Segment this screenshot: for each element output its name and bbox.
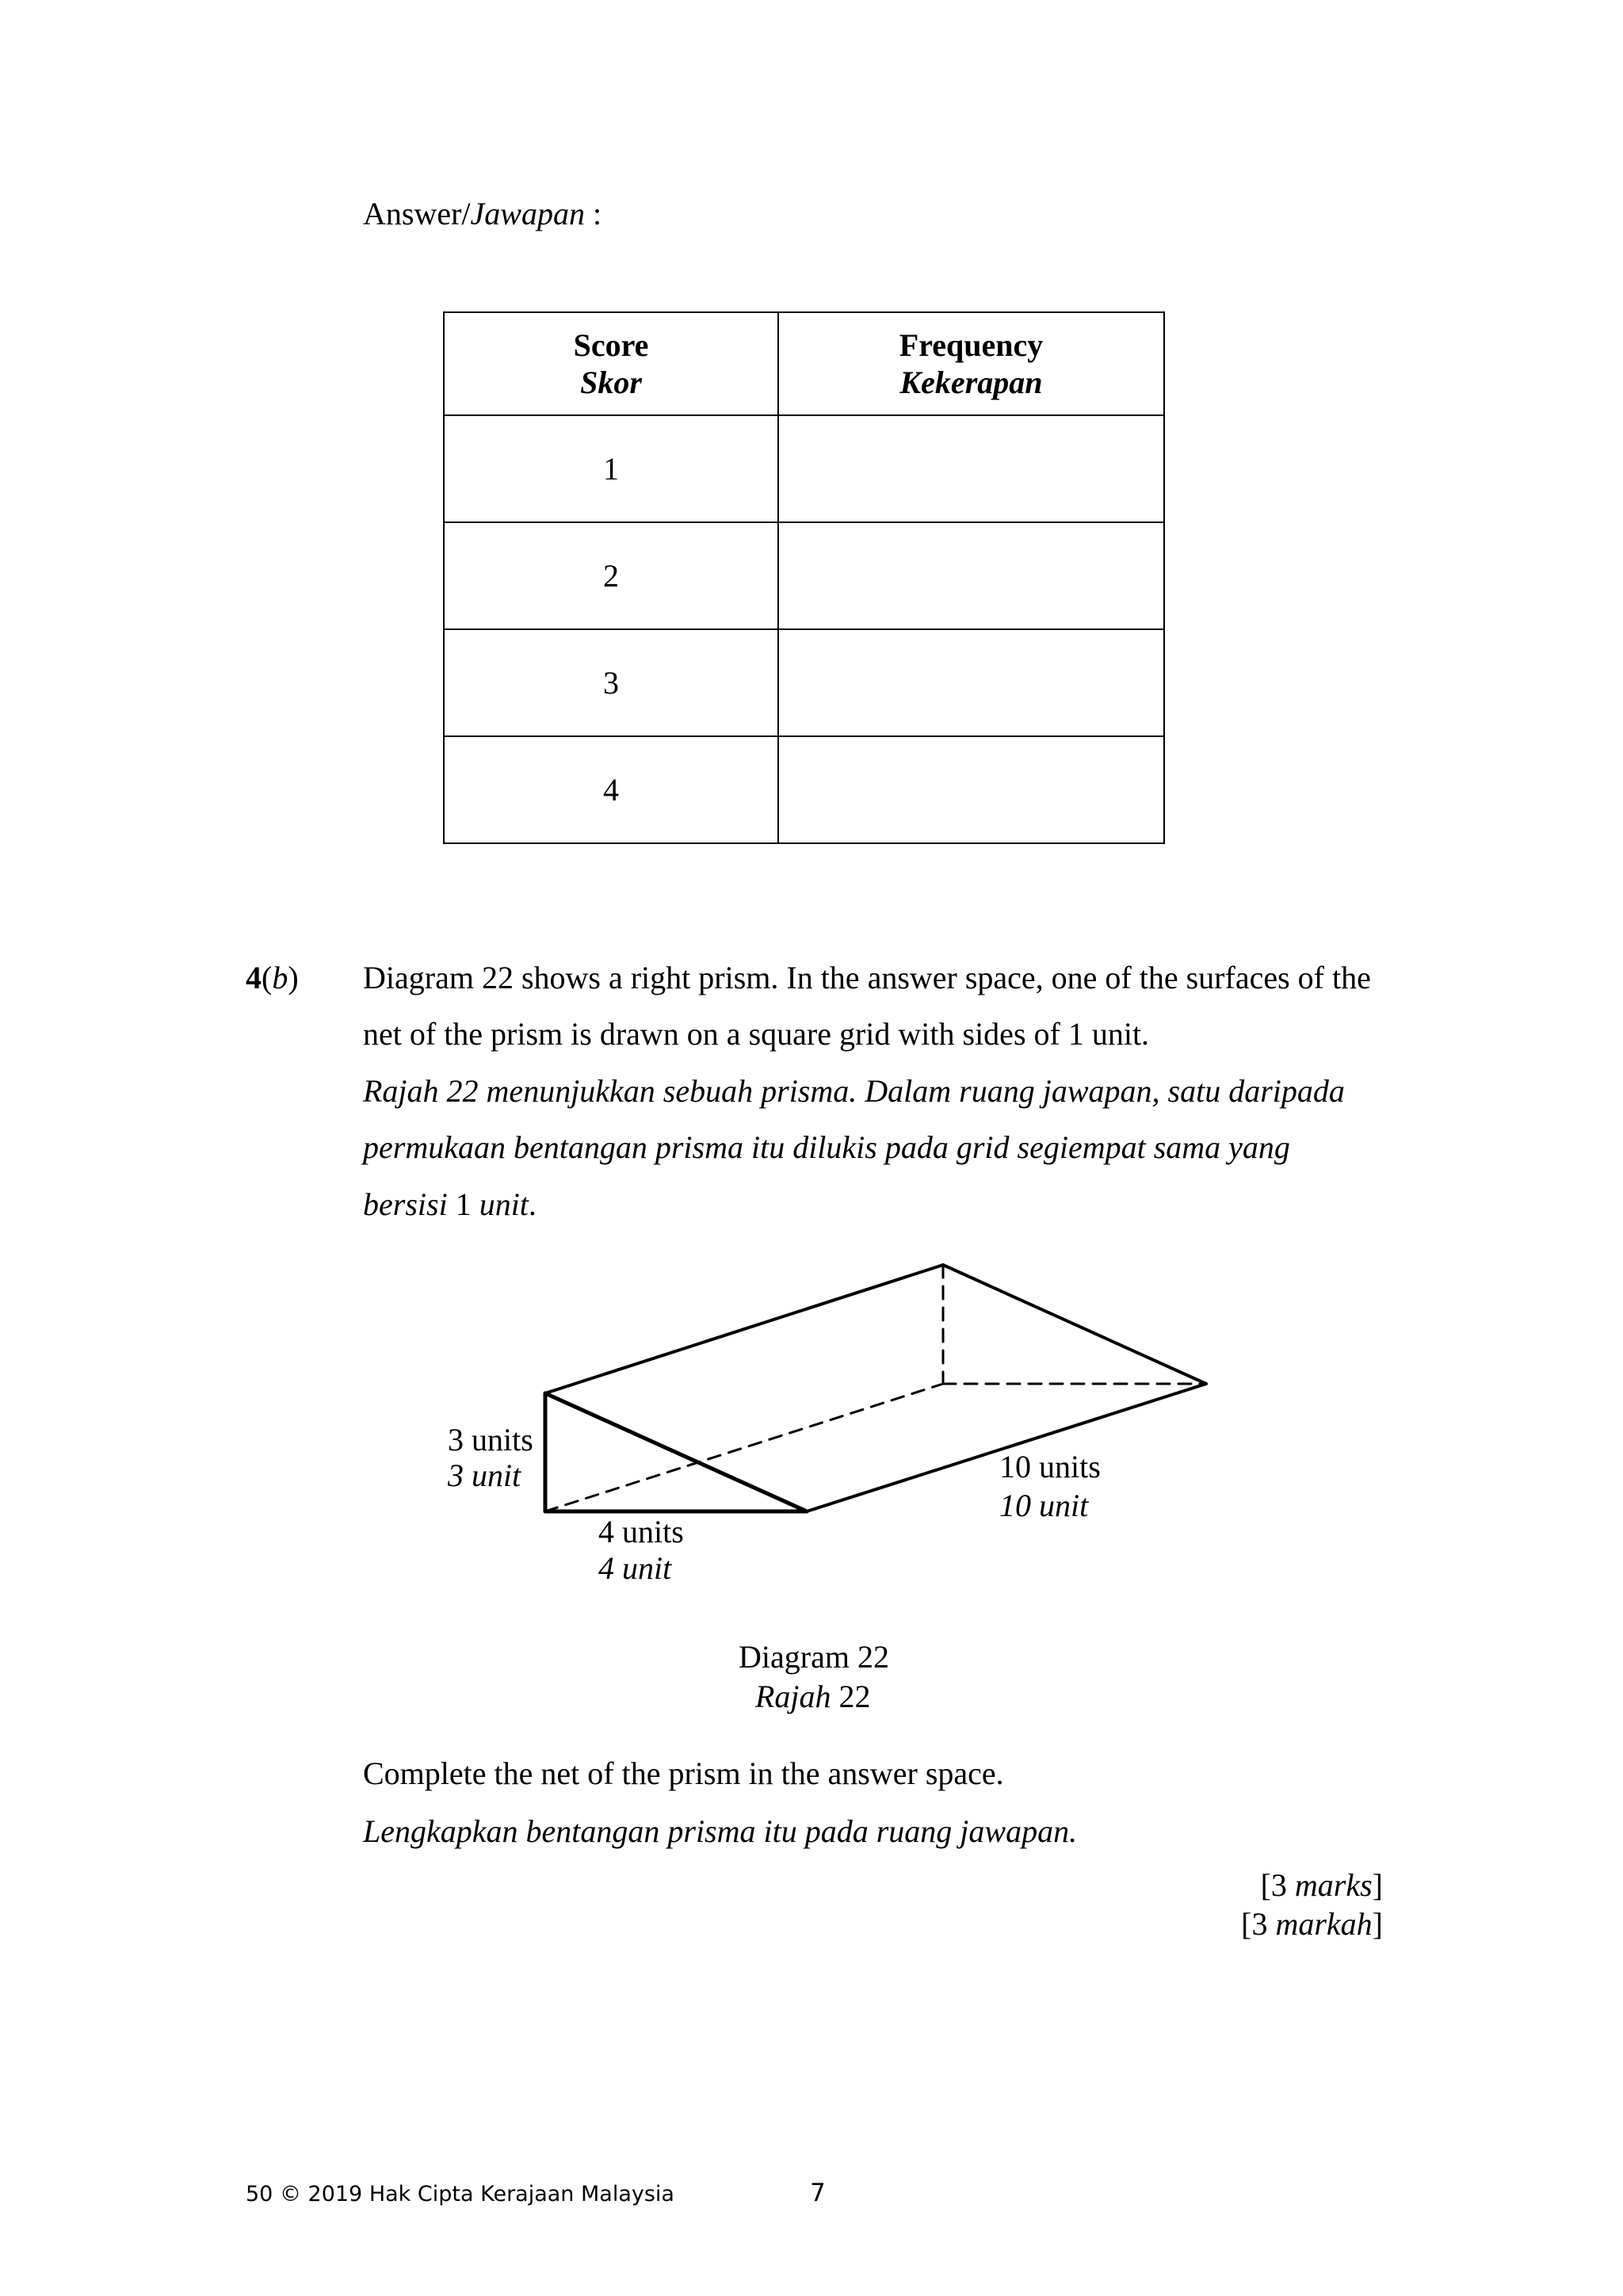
question-ms-3-text: bersisi — [363, 1186, 448, 1222]
diagram-caption-en: Diagram 22 — [739, 1639, 889, 1675]
question-ms-3-unit: unit — [479, 1186, 529, 1222]
top-long-edge — [545, 1265, 943, 1393]
answer-label-colon: : — [584, 196, 602, 231]
back-slant-edge — [943, 1265, 1206, 1384]
diagram-caption-ms — [755, 1678, 871, 1716]
front-slant-edge — [545, 1393, 807, 1511]
caption-ms-num: 22 — [831, 1679, 871, 1714]
marks-en — [1261, 1866, 1383, 1904]
marks-ms — [1241, 1905, 1383, 1943]
question-line-ms-1: Rajah 22 menunjukkan sebuah prisma. Dalam ruang jawapan, satu daripada — [363, 1073, 1345, 1109]
score-cell: 4 — [444, 736, 778, 843]
marks-ms-close: ] — [1372, 1906, 1383, 1942]
marks-en-word: marks — [1294, 1867, 1373, 1903]
answer-label-en: Answer/ — [363, 196, 471, 231]
question-line-en-1: Diagram 22 shows a right prism. In the answer space, one of the surfaces of the — [363, 960, 1371, 995]
marks-en-close: ] — [1372, 1867, 1383, 1903]
footer-page-number: 7 — [810, 2179, 826, 2207]
label-base-ms: 4 unit — [598, 1550, 672, 1586]
label-base-en: 4 units — [598, 1514, 684, 1549]
question-ms-3-value: 1 — [447, 1186, 479, 1222]
caption-ms-word: Rajah — [755, 1679, 831, 1714]
instruction-en: Complete the net of the prism in the answer space. — [363, 1755, 1004, 1791]
score-cell: 3 — [444, 629, 778, 736]
label-length-en: 10 units — [999, 1449, 1101, 1484]
label-height-en: 3 units — [448, 1422, 533, 1457]
footer-copyright: 50 © 2019 Hak Cipta Kerajaan Malaysia — [246, 2182, 674, 2206]
marks-ms-word: markah — [1275, 1906, 1373, 1942]
hidden-long-edge — [545, 1384, 943, 1511]
score-cell: 2 — [444, 522, 778, 629]
label-length-ms: 10 unit — [999, 1488, 1089, 1523]
question-part: b — [272, 960, 288, 995]
question-ms-3-end: . — [528, 1186, 537, 1222]
question-line-en-2: net of the prism is drawn on a square grid with sides of 1 unit. — [363, 1016, 1150, 1052]
answer-label-ms: Jawapan — [470, 196, 585, 231]
instruction-ms: Lengkapkan bentangan prisma itu pada ruang jawapan. — [363, 1813, 1078, 1849]
header-frequency-ms: Kekerapan — [899, 365, 1043, 400]
question-line-ms-2: permukaan bentangan prisma itu dilukis pada grid segiempat sama yang — [363, 1129, 1290, 1165]
marks-en-open: [3 — [1260, 1867, 1295, 1903]
header-frequency-en: Frequency — [899, 327, 1044, 363]
score-cell: 1 — [444, 415, 778, 522]
question-number: 4(b) — [246, 960, 299, 995]
marks-ms-open: [3 — [1241, 1906, 1276, 1942]
label-height-ms: 3 unit — [448, 1457, 521, 1493]
header-score-ms: Skor — [580, 365, 642, 400]
header-score-en: Score — [573, 327, 649, 363]
question-number-main: 4 — [246, 960, 262, 995]
